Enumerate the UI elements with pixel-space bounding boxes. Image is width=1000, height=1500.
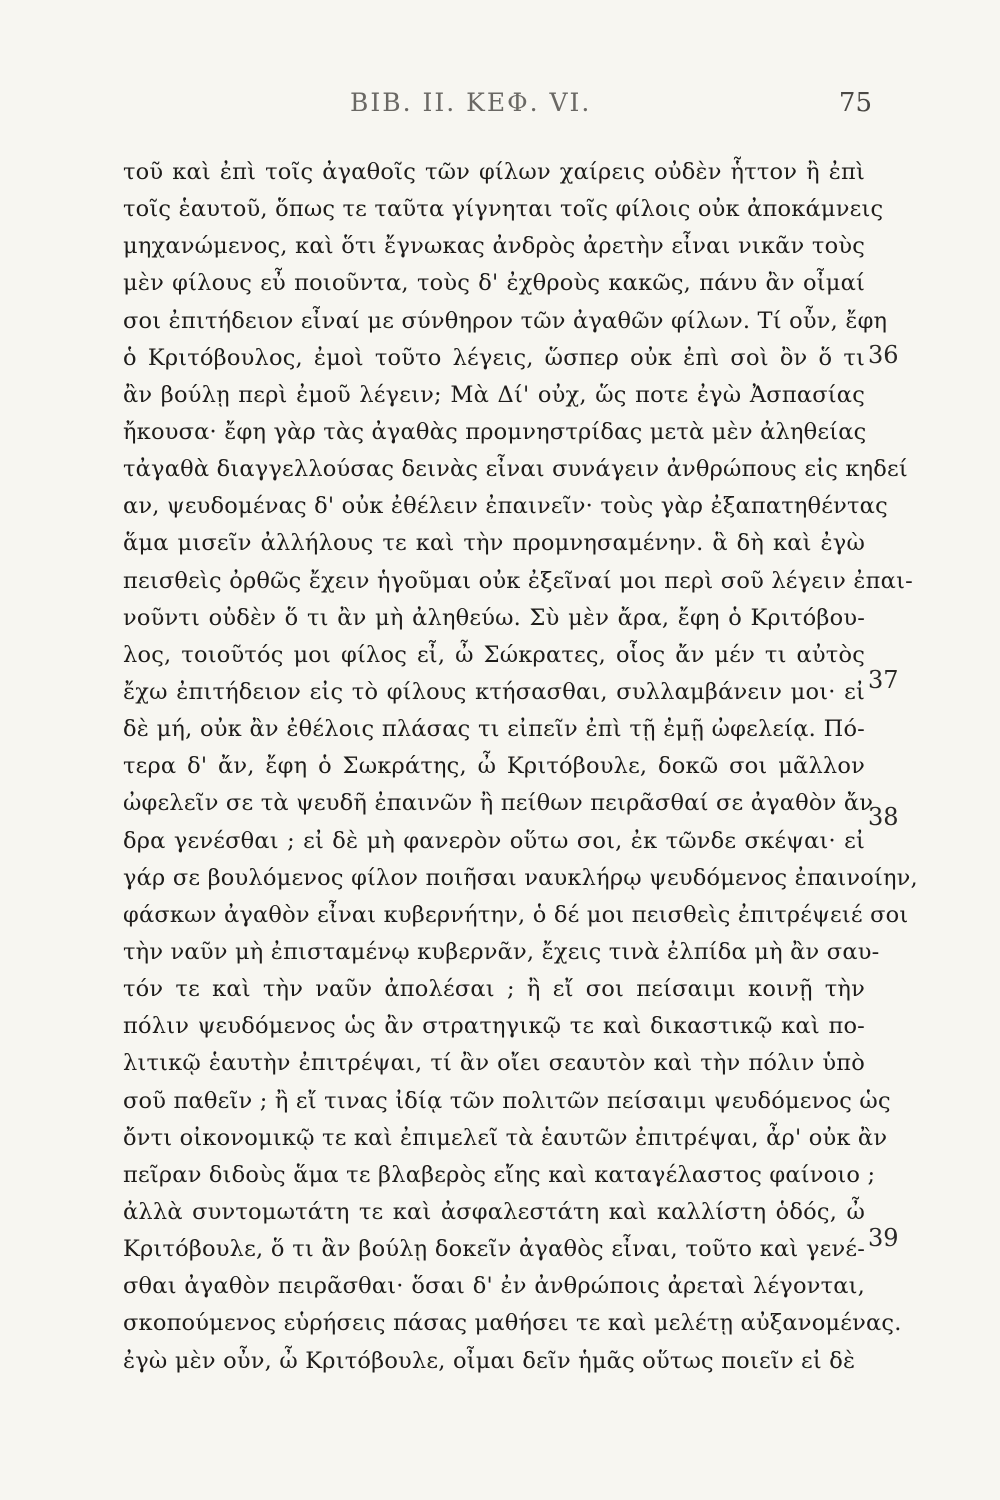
text-line: τόν τε καὶ τὴν ναῦν ἀπολέσαι ; ἢ εἴ σοι πείσαιμι κοινῇ τὴν [123, 976, 865, 1003]
text-line: φάσκων ἀγαθὸν εἶναι κυβερνήτην, ὁ δέ μοι πεισθεὶς ἐπιτρέψειέ σοι [123, 901, 909, 928]
text-line: ὄντι οἰκονομικῷ τε καὶ ἐπιμελεῖ τὰ ἑαυτῶν ἐπιτρέψαι, ἆρ' οὐκ ἂν [123, 1124, 888, 1151]
text-line: ἤκουσα· ἔφη γὰρ τὰς ἀγαθὰς προμνηστρίδας μετὰ μὲν ἀληθείας [123, 418, 867, 445]
text-line: νοῦντι οὐδὲν ὅ τι ἂν μὴ ἀληθεύω. Σὺ μὲν ἄρα, ἔφη ὁ Κριτόβου- [123, 604, 865, 631]
text-line: τοῦ καὶ ἐπὶ τοῖς ἀγαθοῖς τῶν φίλων χαίρεις οὐδὲν ἧττον ἢ ἐπὶ [123, 159, 865, 185]
text-line: σκοπούμενος εὑρήσεις πάσας μαθήσει τε καὶ μελέτῃ αὐξανομένας. [123, 1310, 902, 1337]
text-line: ὠφελεῖν σε τὰ ψευδῆ ἐπαινῶν ἢ πείθων πειρᾶσθαί σε ἀγαθὸν ἄν [123, 790, 874, 817]
text-line: σοι ἐπιτήδειον εἶναί με σύνθηρον τῶν ἀγαθῶν φίλων. Τί οὖν, ἔφη [123, 307, 888, 334]
text-line: πεῖραν διδοὺς ἅμα τε βλαβερὸς εἴης καὶ καταγέλαστος φαίνοιο ; [123, 1161, 876, 1188]
text-line: γάρ σε βουλόμενος φίλον ποιῆσαι ναυκλήρῳ ψευδόμενος ἐπαινοίην, [123, 864, 918, 891]
text-line: Κριτόβουλε, ὅ τι ἂν βούλῃ δοκεῖν ἀγαθὸς εἶναι, τοῦτο καὶ γενέ- [123, 1236, 865, 1263]
section-number: 37 [868, 666, 899, 694]
running-head [0, 88, 1000, 128]
text-line: αν, ψευδομένας δ' οὐκ ἐθέλειν ἐπαινεῖν· τοὺς γὰρ ἐξαπατηθέντας [123, 493, 888, 520]
text-line: μὲν φίλους εὖ ποιοῦντα, τοὺς δ' ἐχθροὺς κακῶς, πάνυ ἂν οἶμαί [123, 270, 865, 297]
text-line: πεισθεὶς ὀρθῶς ἔχειν ἡγοῦμαι οὐκ ἐξεῖναί μοι περὶ σοῦ λέγειν ἐπαι- [123, 567, 913, 594]
page-number: 75 [838, 88, 872, 118]
text-line: λος, τοιοῦτός μοι φίλος εἶ, ὦ Σώκρατες, οἷος ἄν μέν τι αὐτὸς [123, 641, 865, 668]
section-number: 38 [868, 803, 899, 831]
text-line: ἅμα μισεῖν ἀλλήλους τε καὶ τὴν προμνησαμένην. ἃ δὴ καὶ ἐγὼ [123, 530, 865, 557]
text-line: ἔχω ἐπιτήδειον εἰς τὸ φίλους κτήσασθαι, συλλαμβάνειν μοι· εἰ [123, 678, 865, 705]
text-line: ἂν βούλῃ περὶ ἐμοῦ λέγειν; Μὰ Δί' οὐχ, ὥς ποτε ἐγὼ Ἀσπασίας [123, 381, 865, 408]
text-line: δὲ μή, οὐκ ἂν ἐθέλοις πλάσας τι εἰπεῖν ἐπὶ τῇ ἐμῇ ὠφελείᾳ. Πό- [123, 716, 865, 743]
text-line: τἀγαθὰ διαγγελλούσας δεινὰς εἶναι συνάγειν ἀνθρώπους εἰς κηδεί [123, 456, 908, 483]
text-line: ὁ Κριτόβουλος, ἐμοὶ τοῦτο λέγεις, ὥσπερ οὐκ ἐπὶ σοὶ ὂν ὅ τι [123, 344, 865, 371]
text-line: λιτικῷ ἑαυτὴν ἐπιτρέψαι, τί ἂν οἴει σεαυτὸν καὶ τὴν πόλιν ὑπὸ [123, 1050, 865, 1077]
text-line: τὴν ναῦν μὴ ἐπισταμένῳ κυβερνᾶν, ἔχεις τινὰ ἐλπίδα μὴ ἂν σαυ- [123, 938, 880, 965]
text-line: σθαι ἀγαθὸν πειρᾶσθαι· ὅσαι δ' ἐν ἀνθρώποις ἀρεταὶ λέγονται, [123, 1273, 865, 1300]
text-line: σοῦ παθεῖν ; ἢ εἴ τινας ἰδίᾳ τῶν πολιτῶν πείσαιμι ψευδόμενος ὡς [123, 1087, 891, 1114]
text-line: ἀλλὰ συντομωτάτη τε καὶ ἀσφαλεστάτη καὶ καλλίστη ὁδός, ὦ [123, 1198, 865, 1225]
text-line: πόλιν ψευδόμενος ὡς ἂν στρατηγικῷ τε καὶ δικαστικῷ καὶ πο- [123, 1013, 865, 1040]
section-number: 36 [868, 341, 899, 369]
text-line: τερα δ' ἄν, ἔφη ὁ Σωκράτης, ὦ Κριτόβουλε, δοκῶ σοι μᾶλλον [123, 753, 865, 780]
text-line: δρα γενέσθαι ; εἰ δὲ μὴ φανερὸν οὕτω σοι, ἐκ τῶνδε σκέψαι· εἰ [123, 827, 865, 854]
text-line: μηχανώμενος, καὶ ὅτι ἔγνωκας ἀνδρὸς ἀρετὴν εἶναι νικᾶν τοὺς [123, 233, 865, 260]
running-title: ΒΙΒ. ΙΙ. ΚΕΦ. VI. [350, 88, 592, 117]
text-line: τοῖς ἑαυτοῦ, ὅπως τε ταῦτα γίγνηται τοῖς φίλοις οὐκ ἀποκάμνεις [123, 196, 884, 223]
text-line: ἐγὼ μὲν οὖν, ὦ Κριτόβουλε, οἶμαι δεῖν ἡμᾶς οὕτως ποιεῖν εἰ δὲ [123, 1347, 856, 1374]
section-number: 39 [868, 1224, 899, 1252]
